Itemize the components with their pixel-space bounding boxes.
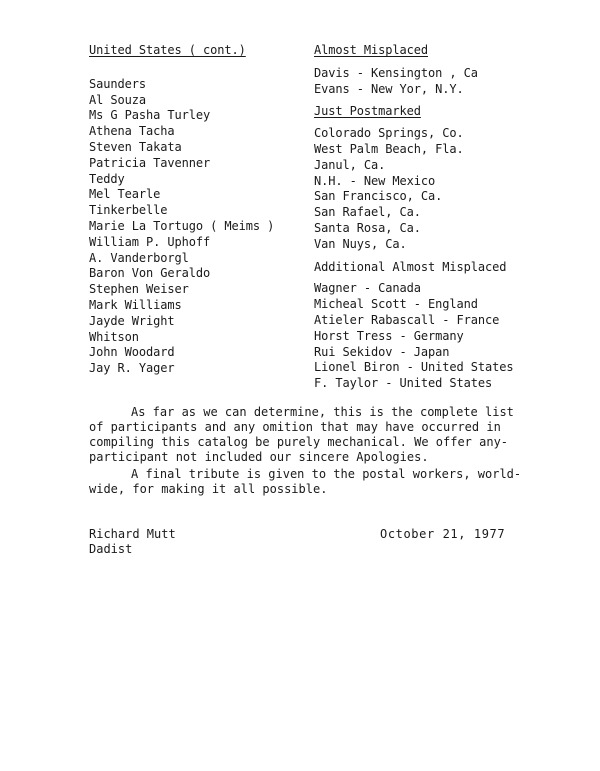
participant-name: Steven Takata: [89, 139, 182, 154]
participant-name: Tinkerbelle: [89, 203, 168, 218]
participant-name: Jayde Wright: [89, 313, 175, 328]
participant-name: Mel Tearle: [89, 187, 161, 202]
additional-almost-misplaced-item: Micheal Scott - England: [314, 297, 478, 312]
participant-name: Jay R. Yager: [89, 361, 175, 376]
closing-paragraph-2: A final tribute is given to the postal workers, world- wide, for making it all possible.: [89, 467, 522, 496]
just-postmarked-list: [314, 126, 594, 252]
participant-name: Whitson: [89, 329, 139, 344]
participant-name: Saunders: [89, 76, 146, 91]
just-postmarked-item: Colorado Springs, Co.: [314, 126, 464, 141]
signature-title: Dadist: [89, 542, 133, 556]
participant-name: Athena Tacha: [89, 124, 175, 139]
almost-misplaced-item: Evans - New Yor, N.Y.: [314, 81, 464, 96]
just-postmarked-item: West Palm Beach, Fla.: [314, 141, 464, 156]
additional-almost-misplaced-item: Rui Sekidov - Japan: [314, 344, 450, 359]
participant-name: Baron Von Geraldo: [89, 266, 211, 281]
signature-block: [89, 527, 176, 557]
left-column: [89, 43, 309, 377]
participant-name: Teddy: [89, 171, 125, 186]
just-postmarked-item: Janul, Ca.: [314, 157, 386, 172]
participant-name: William P. Uphoff: [89, 234, 211, 249]
signature-name: Richard Mutt: [89, 527, 176, 541]
participant-name: John Woodard: [89, 345, 175, 360]
just-postmarked-item: San Rafael, Ca.: [314, 205, 421, 220]
almost-misplaced-item: Davis - Kensington , Ca: [314, 65, 478, 80]
almost-misplaced-list: [314, 66, 594, 98]
additional-almost-misplaced-heading: Additional Almost Misplaced: [314, 259, 507, 274]
just-postmarked-item: Santa Rosa, Ca.: [314, 220, 421, 235]
participant-name: Patricia Tavenner: [89, 155, 211, 170]
additional-almost-misplaced-item: Horst Tress - Germany: [314, 328, 464, 343]
right-column: [314, 43, 594, 392]
additional-almost-misplaced-item: Wagner - Canada: [314, 281, 421, 296]
united-states-heading: United States ( cont.): [89, 43, 246, 57]
participant-name: A. Vanderborgl: [89, 250, 189, 265]
participant-name: Marie La Tortugo ( Meims ): [89, 218, 275, 233]
just-postmarked-item: N.H. - New Mexico: [314, 173, 436, 188]
additional-almost-misplaced-item: Lionel Biron - United States: [314, 360, 514, 375]
additional-almost-misplaced-list: [314, 281, 594, 392]
participant-name: Ms G Pasha Turley: [89, 108, 211, 123]
additional-almost-misplaced-item: Atieler Rabascall - France: [314, 312, 500, 327]
closing-paragraph-1: As far as we can determine, this is the complete list of participants and any omition that may have occurred in compiling this catalog be purely mechanical. We offer any- participant not included our sincere Apologies.: [89, 405, 514, 464]
document-date: October 21, 1977: [380, 527, 506, 541]
united-states-name-list: [89, 77, 309, 377]
participant-name: Stephen Weiser: [89, 282, 189, 297]
just-postmarked-item: Van Nuys, Ca.: [314, 236, 407, 251]
participant-name: Al Souza: [89, 92, 146, 107]
additional-almost-misplaced-item: F. Taylor - United States: [314, 376, 493, 391]
just-postmarked-item: San Francisco, Ca.: [314, 189, 443, 204]
participant-name: Mark Williams: [89, 297, 182, 312]
almost-misplaced-heading: Almost Misplaced: [314, 43, 428, 57]
just-postmarked-heading: Just Postmarked: [314, 104, 421, 119]
